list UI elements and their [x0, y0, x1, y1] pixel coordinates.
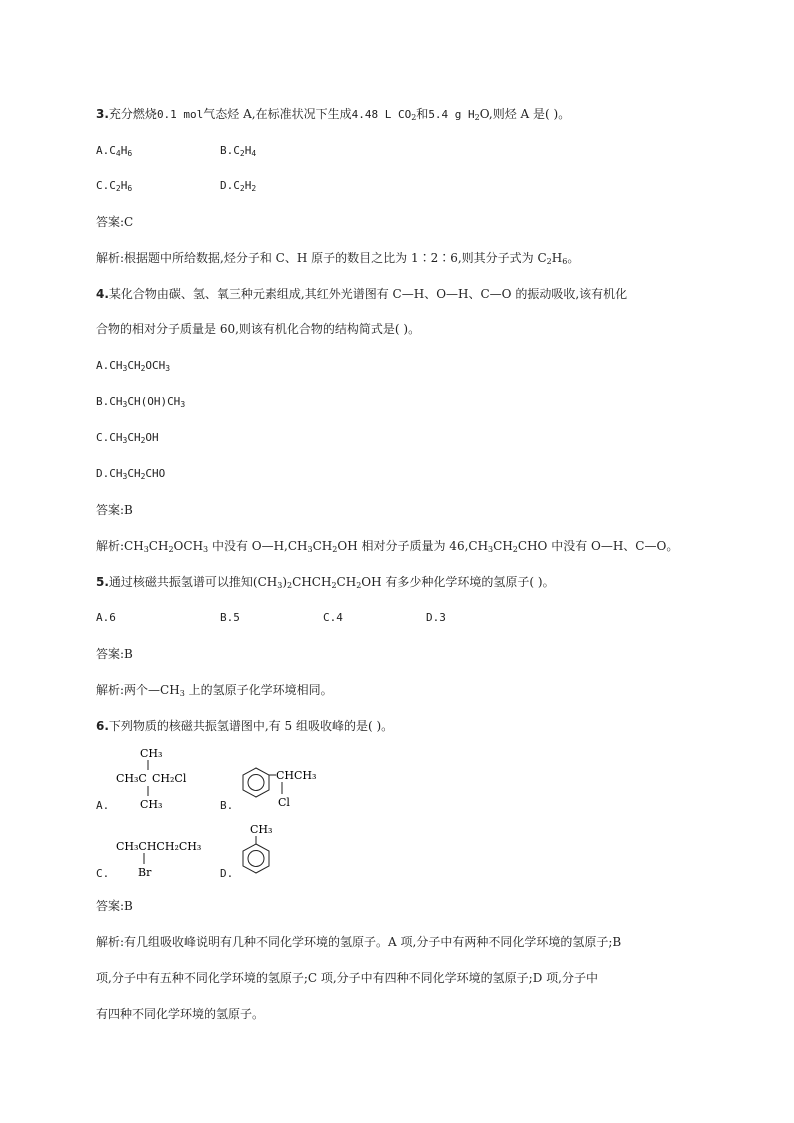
q4-stem-line1: 4.某化合物由碳、氢、氧三种元素组成,其红外光谱图有 C—H、O—H、C—O 的振动吸收,该有机化 — [96, 287, 628, 301]
q3-analysis: 解析:根据题中所给数据,烃分子和 C、H 原子的数目之比为 1∶2∶6,则其分子式为 $C_2H_6$。 — [96, 251, 580, 266]
q4-number: 4. — [96, 287, 109, 301]
q3-option-a: $A.C_4H_6$ — [96, 144, 133, 158]
structure-c-diagram — [114, 836, 224, 880]
q4-option-b: $B.CH_3CH(OH)CH_3$ — [96, 395, 186, 409]
q5-option-b: B.5 — [220, 611, 240, 624]
q3-option-c: $C.C_2H_6$ — [96, 179, 133, 193]
q6-analysis-line1: 解析:有几组吸收峰说明有几种不同化学环境的氢原子。A 项,分子中有两种不同化学环境的氢原子;B — [96, 935, 622, 949]
structure-b-diagram — [236, 764, 336, 814]
q4-analysis: 解析$:CH_3CH_2OCH_3$ 中没有 $O—H,CH_3CH_2OH$ 相对分子质量为 $46,CH_3CH_2CHO$ 中没有 O—H、C—O。 — [96, 539, 679, 554]
q3-answer: 答案:C — [96, 215, 134, 229]
q6-analysis-line2: 项,分子中有五种不同化学环境的氢原子;C 项,分子中有四种不同化学环境的氢原子;D 项,分子中 — [96, 971, 598, 985]
struct-c-chain: CH₃CHCH₂CH₃ — [116, 840, 202, 853]
q5-stem: 5.通过核磁共振氢谱可以推知$(CH_3)_2CHCH_2CH_2OH$ 有多少种化学环境的氢原子( )。 — [96, 575, 555, 590]
q5-option-a: A.6 — [96, 611, 116, 624]
struct-a-bottom-methyl: CH₃ — [140, 798, 163, 811]
q6-analysis-line3: 有四种不同化学环境的氢原子。 — [96, 1007, 265, 1021]
q5-analysis: 解析:两个$—CH_3$ 上的氢原子化学环境相同。 — [96, 683, 333, 698]
structure-d-diagram — [238, 820, 288, 884]
q6-label-b: B. — [220, 799, 234, 812]
q5-answer: 答案:B — [96, 647, 133, 661]
benzene-ring-d — [243, 844, 269, 873]
q5-option-d: D.3 — [426, 611, 446, 624]
struct-a-top-methyl: CH₃ — [140, 747, 163, 760]
q4-stem-line2: 合物的相对分子质量是 60,则该有机化合物的结构简式是( )。 — [96, 322, 421, 336]
q6-number: 6. — [96, 719, 109, 733]
struct-b-chlorine: Cl — [278, 796, 290, 809]
q6-label-c: C. — [96, 867, 110, 880]
struct-b-chain: CHCH₃ — [276, 769, 317, 782]
structure-a-diagram — [112, 744, 192, 812]
q4-option-d: $D.CH_3CH_2CHO$ — [96, 467, 166, 481]
q6-stem: 6.下列物质的核磁共振氢谱图中,有 5 组吸收峰的是( )。 — [96, 719, 394, 733]
q6-answer: 答案:B — [96, 899, 133, 913]
struct-c-bromine: Br — [138, 866, 152, 879]
q3-number: 3. — [96, 107, 109, 121]
struct-a-central-carbon: CH₃C — [116, 772, 147, 785]
struct-a-chloromethyl: CH₂Cl — [152, 772, 187, 785]
q5-option-c: C.4 — [323, 611, 343, 624]
q4-answer: 答案:B — [96, 503, 133, 517]
q3-option-b: $B.C_2H_4$ — [220, 144, 257, 158]
q6-label-d: D. — [220, 867, 234, 880]
struct-d-methyl: CH₃ — [250, 823, 273, 836]
q3-stem: 3.充分燃烧0.1 mol气态烃 A,在标准状况下生成4.48 L $CO_2$和5.4 g $H_2O$,则烃 A 是( )。 — [96, 107, 571, 122]
q6-label-a: A. — [96, 799, 110, 812]
q5-number: 5. — [96, 575, 109, 589]
q4-option-a: $A.CH_3CH_2OCH_3$ — [96, 359, 171, 373]
q3-option-d: $D.C_2H_2$ — [220, 179, 257, 193]
benzene-ring-b — [243, 768, 269, 797]
q4-option-c: $C.CH_3CH_2OH$ — [96, 431, 159, 445]
